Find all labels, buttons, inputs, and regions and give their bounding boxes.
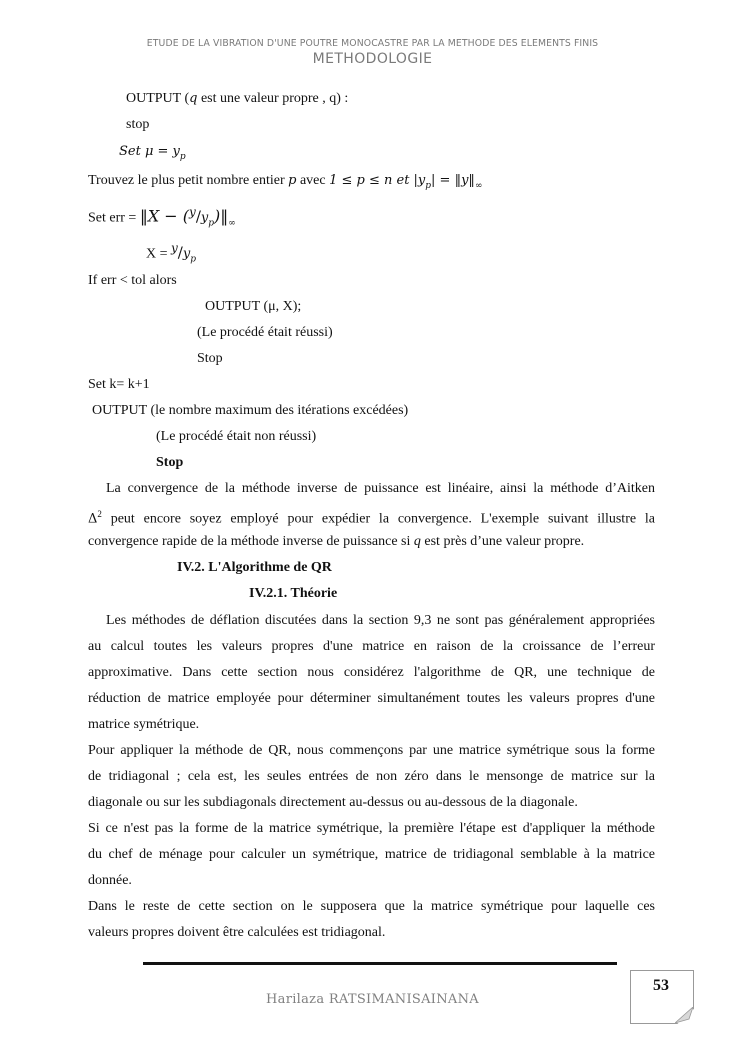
p1-line4: réduction de matrice employée pour déterminer simultanément toutes les valeurs propres d'une [88, 691, 655, 706]
p2-line2: de tridiagonal ; cela est, les seules entrées de non zéro dans le mensonge de matrice sur la [88, 769, 655, 784]
p3-line3: donnée. [88, 873, 132, 888]
page-curl-icon [675, 1007, 693, 1023]
algo-stop-1: stop [126, 117, 150, 132]
algo-output-mu: OUTPUT (μ, X); [205, 299, 302, 314]
para1-line2: $\Delta^2$ peut encore soyez employé pour expédier la convergence. L'exemple suivant illustre la [88, 509, 655, 527]
algo-stop-3: Stop [156, 455, 184, 470]
algo-output-max: OUTPUT (le nombre maximum des itérations excédées) [92, 403, 409, 418]
p1-line5: matrice symétrique. [88, 717, 200, 732]
running-header-title: ETUDE DE LA VIBRATION D'UNE POUTRE MONOCASTRE PAR LA METHODE DES ELEMENTS FINIS [146, 38, 599, 49]
p1-line1: Les méthodes de déflation discutées dans la section 9,3 ne sont pas généralement appropriées [106, 613, 655, 628]
algo-set-mu: Set $\mu = y_p$ [119, 144, 186, 162]
p1-line3: approximative. Dans cette section nous considérez l'algorithme de QR, une technique de [88, 665, 655, 680]
footer-author: Harilaza RATSIMANISAINANA [266, 992, 479, 1007]
p3-line2: du chef de ménage pour calculer un symétrique, matrice de tridiagonal semblable à la matrice [88, 847, 655, 862]
algo-set-err: Set err = ‖X − $(^y/y_p)‖_\infty$ [88, 205, 236, 229]
section-heading: IV.2. L'Algorithme de QR [177, 560, 332, 575]
page-number: 53 [653, 977, 669, 994]
para1-line1: La convergence de la méthode inverse de puissance est linéaire, ainsi la méthode d’Aitken [106, 481, 655, 496]
p3-line1: Si ce n'est pas la forme de la matrice symétrique, la première l'étape est d'appliquer la méthode [88, 821, 655, 836]
p4-line2: valeurs propres doivent être calculées est tridiagonal. [88, 925, 386, 940]
running-header-subtitle: METHODOLOGIE [312, 51, 433, 67]
algo-non-reussi: (Le procédé était non réussi) [156, 429, 317, 444]
algo-stop-2: Stop [197, 351, 223, 366]
p2-line1: Pour appliquer la méthode de QR, nous commençons par une matrice symétrique sous la forme [88, 743, 655, 758]
algo-trouvez: Trouvez le plus petit nombre entier p avec 1 ≤ p ≤ n et $|y_p|$ = $‖y‖_\infty$ [88, 173, 483, 191]
algo-if-err: If err < tol alors [88, 273, 177, 288]
p1-line2: au calcul toutes les valeurs propres d'une matrice en raison de la croissance de l’erreur [88, 639, 655, 654]
para1-line3: convergence rapide de la méthode inverse de puissance si q est près d’une valeur propre. [88, 534, 585, 549]
algo-output-q: OUTPUT (q est une valeur propre , q) : [126, 91, 349, 106]
p4-line1: Dans le reste de cette section on le supposera que la matrice symétrique pour laquelle ces [88, 899, 655, 914]
algo-x-assign: $X = ^y/y_p$ [146, 241, 196, 265]
subsection-heading: IV.2.1. Théorie [249, 586, 338, 601]
algo-set-k: Set k= k+1 [88, 377, 150, 392]
algo-reussi: (Le procédé était réussi) [197, 325, 333, 340]
footer-rule [143, 962, 617, 965]
p2-line3: diagonale ou sur les subdiagonals directement au-dessus ou au-dessous de la diagonale. [88, 795, 578, 810]
